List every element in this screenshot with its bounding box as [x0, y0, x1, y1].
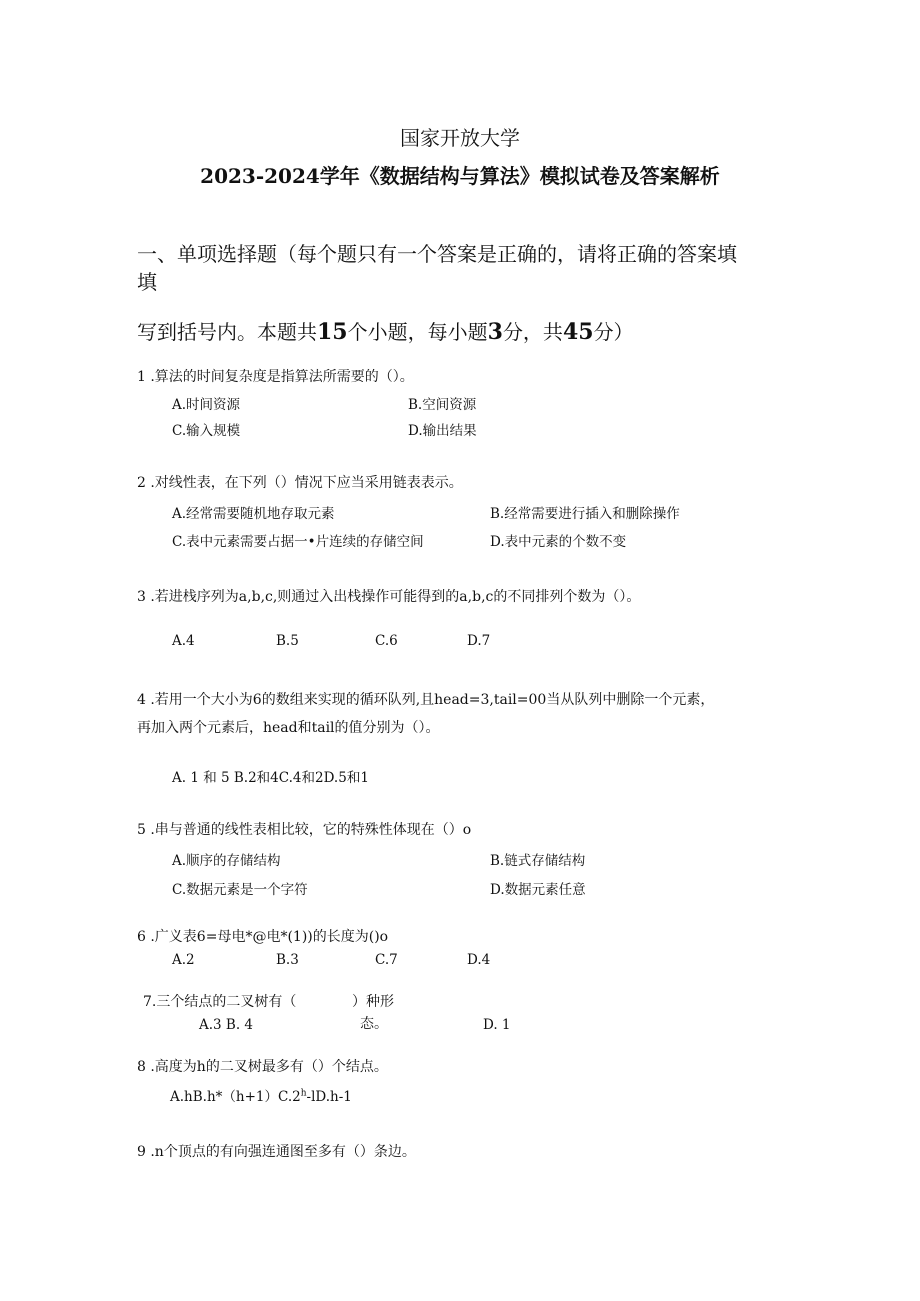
- q5-option-d: D.数据元素任意: [490, 882, 586, 898]
- q8-options: [170, 1085, 352, 1105]
- question-1-stem: 1 .算法的时间复杂度是指算法所需要的（）。: [137, 369, 414, 385]
- question-7-stem-b: ）种形: [352, 994, 394, 1010]
- q2-option-b: B.经常需要进行插入和删除操作: [490, 506, 680, 522]
- q3-option-d: D.7: [467, 633, 491, 649]
- q5-option-b: B.链式存储结构: [490, 853, 586, 869]
- q1-option-b: B.空间资源: [408, 397, 477, 413]
- question-4-stem-line1: 4 .若用一个大小为6的数组来实现的循环队列,且head=3,tail=00当从队列中删除一个元素，: [137, 692, 715, 708]
- q3-option-a: A.4: [172, 633, 195, 649]
- question-4-stem-line2: 再加入两个元素后，head和tail的值分别为（）。: [137, 720, 440, 736]
- q2-option-a: A.经常需要随机地存取元素: [172, 506, 335, 522]
- q6-option-d: D.4: [467, 952, 491, 968]
- question-7-stem-a: 7.三个结点的二叉树有（: [143, 994, 297, 1010]
- q8-options-superscript: h: [300, 1088, 307, 1099]
- section-heading-line1: 一、单项选择题（每个题只有一个答案是正确的，请将正确的答案填: [137, 242, 737, 266]
- q8-options-b: -lD.h-1: [306, 1089, 352, 1105]
- question-9-stem: 9 .n个顶点的有向强连通图至多有（）条边。: [137, 1144, 416, 1160]
- q2-option-d: D.表中元素的个数不变: [490, 534, 627, 550]
- q5-option-a: A.顺序的存储结构: [172, 853, 281, 869]
- exam-title: 2023-2024学年《数据结构与算法》模拟试卷及答案解析: [200, 164, 720, 188]
- q8-options-a: A.hB.h*（h+1）C.2: [170, 1089, 301, 1105]
- q1-option-d: D.输出结果: [408, 423, 477, 439]
- q1-option-c: C.输入规模: [172, 423, 241, 439]
- q3-option-c: C.6: [375, 633, 398, 649]
- q6-option-a: A.2: [172, 952, 195, 968]
- section-heading-line2-wrap: 填: [137, 270, 157, 294]
- question-8-stem: 8 .高度为h的二叉树最多有（）个结点。: [137, 1059, 388, 1075]
- q3-option-b: B.5: [276, 633, 299, 649]
- question-6-stem: 6 .广义表6=母电*@电*(1))的长度为()o: [137, 929, 389, 945]
- question-7-stem-c: 态。: [360, 1016, 388, 1032]
- section-heading-line2: 写到括号内。本题共15个小题，每小题3分，共45分）: [137, 319, 634, 345]
- q5-option-c: C.数据元素是一个字符: [172, 882, 308, 898]
- q7-option-d: D. 1: [483, 1017, 511, 1033]
- question-3-stem: 3 .若进栈序列为a,b,c,则通过入出栈操作可能得到的a,b,c的不同排列个数为（）。: [137, 589, 641, 605]
- q6-option-b: B.3: [276, 952, 299, 968]
- q4-options: A. 1 和 5 B.2和4C.4和2D.5和1: [172, 770, 369, 786]
- q1-option-a: A.时间资源: [172, 397, 241, 413]
- q7-options-ab: A.3 B. 4: [199, 1017, 254, 1033]
- question-5-stem: 5 .串与普通的线性表相比较，它的特殊性体现在（）o: [137, 822, 472, 838]
- university-name: 国家开放大学: [400, 126, 520, 150]
- q6-option-c: C.7: [375, 952, 398, 968]
- question-2-stem: 2 .对线性表，在下列（）情况下应当采用链表表示。: [137, 475, 463, 491]
- q2-option-c: C.表中元素需要占据一•片连续的存储空间: [172, 534, 424, 550]
